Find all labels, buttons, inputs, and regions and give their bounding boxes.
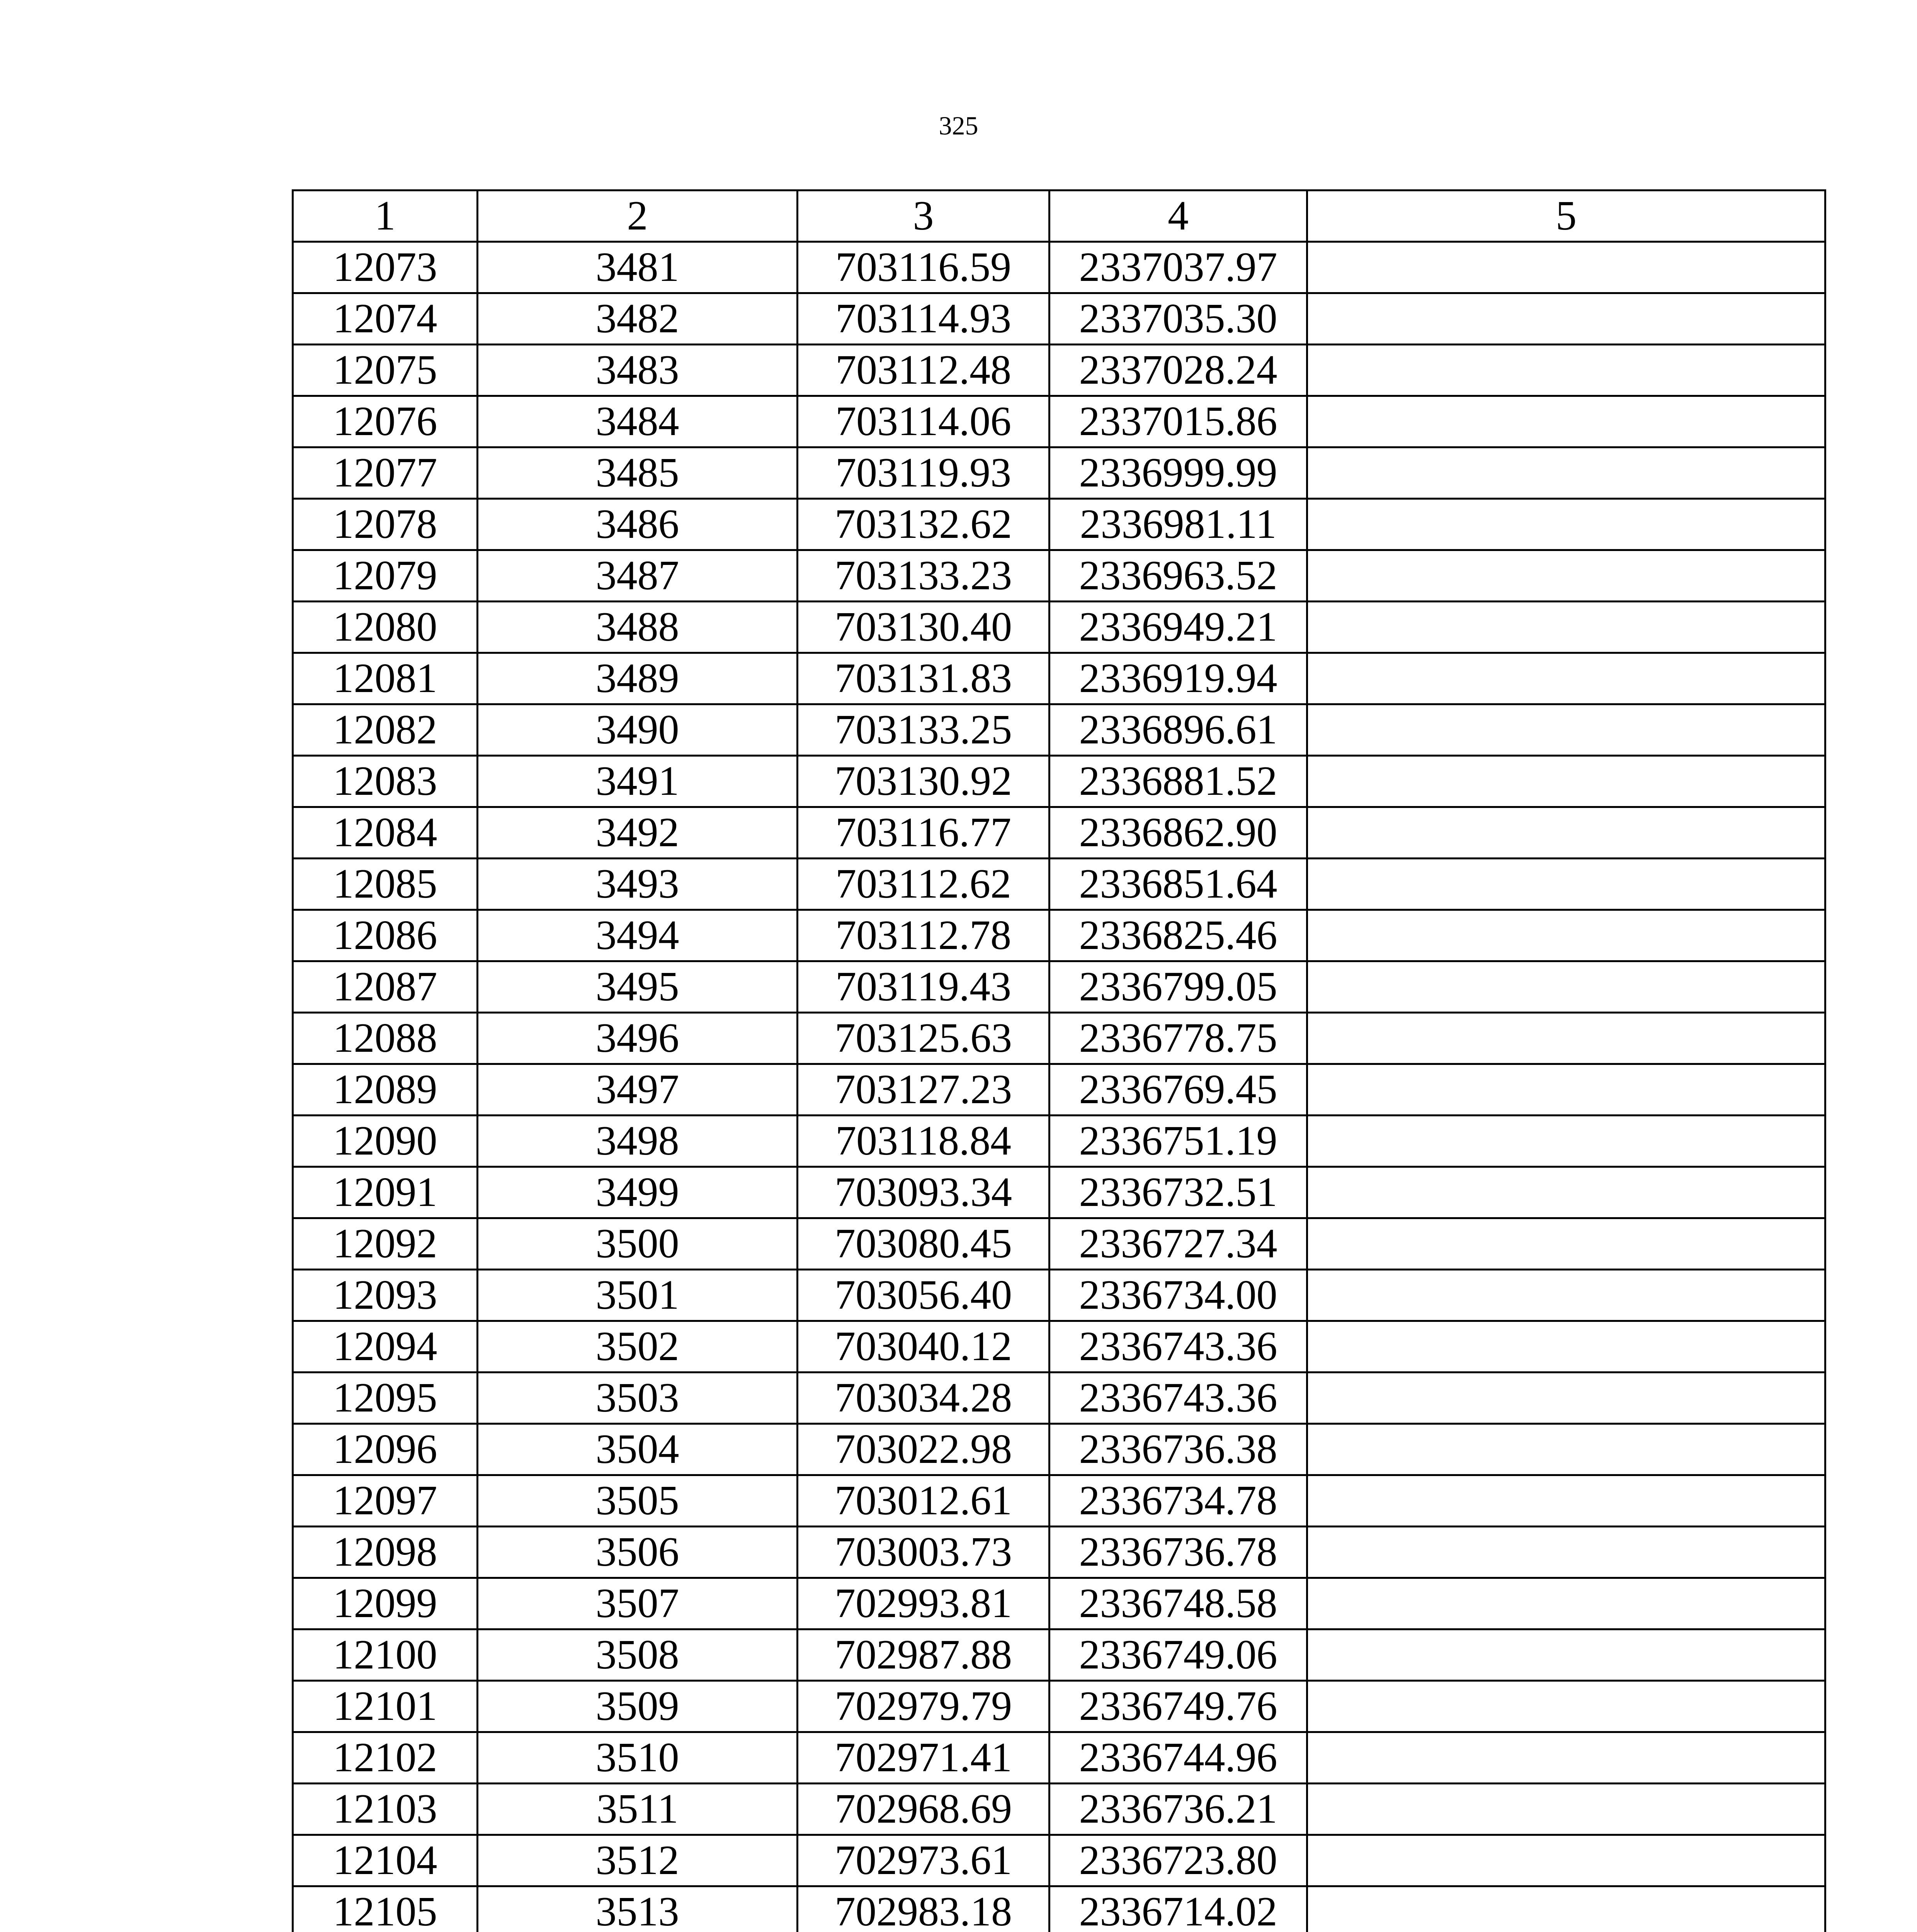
- table-cell-col-3: 703003.73: [798, 1527, 1050, 1578]
- table-cell-col-2: 3487: [478, 550, 798, 602]
- table-cell-col-5: [1307, 550, 1825, 602]
- table-cell-col-1: 12086: [293, 910, 478, 961]
- table-cell-col-1: 12081: [293, 653, 478, 704]
- table-row: [293, 293, 1825, 345]
- table-cell-col-3: 702968.69: [798, 1784, 1050, 1835]
- table-cell-col-5: [1307, 1629, 1825, 1681]
- table-cell-col-1: 12092: [293, 1218, 478, 1270]
- table-cell-col-3: 703132.62: [798, 499, 1050, 550]
- table-cell-col-3: 703114.93: [798, 293, 1050, 345]
- table-header-row: [293, 190, 1825, 242]
- table-cell-col-3: 703034.28: [798, 1372, 1050, 1424]
- table-cell-col-1: 12089: [293, 1064, 478, 1116]
- table-cell-col-4: 2336919.94: [1050, 653, 1307, 704]
- table-cell-col-1: 12104: [293, 1835, 478, 1886]
- table-row: [293, 910, 1825, 961]
- table-cell-col-2: 3495: [478, 961, 798, 1013]
- table-row: [293, 1218, 1825, 1270]
- table-cell-col-1: 12080: [293, 602, 478, 653]
- table-cell-col-3: 703112.48: [798, 345, 1050, 396]
- table-cell-col-3: 703114.06: [798, 396, 1050, 447]
- table-cell-col-2: 3499: [478, 1167, 798, 1218]
- table-cell-col-2: 3503: [478, 1372, 798, 1424]
- table-row: [293, 1681, 1825, 1732]
- table-cell-col-3: 703022.98: [798, 1424, 1050, 1475]
- table-cell-col-1: 12077: [293, 447, 478, 499]
- header-cell-col-5: 5: [1307, 190, 1825, 242]
- table-cell-col-3: 703093.34: [798, 1167, 1050, 1218]
- table-cell-col-5: [1307, 1321, 1825, 1372]
- table-cell-col-3: 703116.59: [798, 242, 1050, 293]
- header-cell-col-3: 3: [798, 190, 1050, 242]
- table-cell-col-1: 12096: [293, 1424, 478, 1475]
- table-cell-col-5: [1307, 447, 1825, 499]
- table-cell-col-4: 2336881.52: [1050, 756, 1307, 807]
- table-cell-col-1: 12084: [293, 807, 478, 859]
- table-cell-col-4: 2336732.51: [1050, 1167, 1307, 1218]
- table-cell-col-2: 3500: [478, 1218, 798, 1270]
- table-cell-col-5: [1307, 345, 1825, 396]
- table-cell-col-1: 12085: [293, 859, 478, 910]
- table-cell-col-2: 3510: [478, 1732, 798, 1784]
- table-cell-col-5: [1307, 1167, 1825, 1218]
- table-cell-col-3: 703112.78: [798, 910, 1050, 961]
- table-row: [293, 756, 1825, 807]
- table-cell-col-3: 702973.61: [798, 1835, 1050, 1886]
- table-cell-col-3: 703056.40: [798, 1270, 1050, 1321]
- table-cell-col-1: 12102: [293, 1732, 478, 1784]
- table-cell-col-5: [1307, 1013, 1825, 1064]
- table-cell-col-3: 702987.88: [798, 1629, 1050, 1681]
- table-cell-col-2: 3493: [478, 859, 798, 910]
- table-cell-col-2: 3506: [478, 1527, 798, 1578]
- table-cell-col-4: 2336736.21: [1050, 1784, 1307, 1835]
- table-cell-col-1: 12088: [293, 1013, 478, 1064]
- table-row: [293, 499, 1825, 550]
- table-cell-col-4: 2336748.58: [1050, 1578, 1307, 1629]
- table-cell-col-2: 3486: [478, 499, 798, 550]
- table-cell-col-3: 703133.23: [798, 550, 1050, 602]
- table-cell-col-3: 702971.41: [798, 1732, 1050, 1784]
- table-cell-col-5: [1307, 961, 1825, 1013]
- table-row: [293, 1629, 1825, 1681]
- table-cell-col-4: 2336769.45: [1050, 1064, 1307, 1116]
- table-cell-col-4: 2336744.96: [1050, 1732, 1307, 1784]
- table-cell-col-3: 703040.12: [798, 1321, 1050, 1372]
- table-row: [293, 345, 1825, 396]
- table-cell-col-4: 2336862.90: [1050, 807, 1307, 859]
- table-cell-col-4: 2336851.64: [1050, 859, 1307, 910]
- header-cell-col-1: 1: [293, 190, 478, 242]
- table-cell-col-1: 12078: [293, 499, 478, 550]
- table-cell-col-5: [1307, 293, 1825, 345]
- table-row: [293, 1578, 1825, 1629]
- table-cell-col-1: 12105: [293, 1886, 478, 1932]
- table-cell-col-2: 3508: [478, 1629, 798, 1681]
- table-cell-col-2: 3490: [478, 704, 798, 756]
- table-row: [293, 859, 1825, 910]
- table-cell-col-2: 3507: [478, 1578, 798, 1629]
- table-cell-col-2: 3488: [478, 602, 798, 653]
- table-cell-col-4: 2336896.61: [1050, 704, 1307, 756]
- table-row: [293, 550, 1825, 602]
- table-cell-col-1: 12093: [293, 1270, 478, 1321]
- table-cell-col-5: [1307, 1116, 1825, 1167]
- table-cell-col-4: 2336999.99: [1050, 447, 1307, 499]
- table-row: [293, 242, 1825, 293]
- table-row: [293, 1321, 1825, 1372]
- table-cell-col-5: [1307, 910, 1825, 961]
- table-cell-col-2: 3489: [478, 653, 798, 704]
- table-cell-col-4: 2336949.21: [1050, 602, 1307, 653]
- table-cell-col-3: 703112.62: [798, 859, 1050, 910]
- table-cell-col-4: 2336963.52: [1050, 550, 1307, 602]
- table-row: [293, 807, 1825, 859]
- table-cell-col-4: 2337028.24: [1050, 345, 1307, 396]
- table-cell-col-4: 2336734.00: [1050, 1270, 1307, 1321]
- header-cell-col-2: 2: [478, 190, 798, 242]
- table-cell-col-3: 702983.18: [798, 1886, 1050, 1932]
- table-cell-col-5: [1307, 1064, 1825, 1116]
- table-cell-col-2: 3511: [478, 1784, 798, 1835]
- table-cell-col-4: 2336736.78: [1050, 1527, 1307, 1578]
- table-cell-col-5: [1307, 1527, 1825, 1578]
- table-row: [293, 1732, 1825, 1784]
- table-cell-col-2: 3485: [478, 447, 798, 499]
- table-cell-col-2: 3497: [478, 1064, 798, 1116]
- table-cell-col-4: 2336799.05: [1050, 961, 1307, 1013]
- table-cell-col-5: [1307, 1835, 1825, 1886]
- table-cell-col-4: 2336743.36: [1050, 1372, 1307, 1424]
- table-cell-col-2: 3496: [478, 1013, 798, 1064]
- table-cell-col-4: 2336714.02: [1050, 1886, 1307, 1932]
- table-cell-col-4: 2337035.30: [1050, 293, 1307, 345]
- table-cell-col-5: [1307, 859, 1825, 910]
- table-cell-col-4: 2336778.75: [1050, 1013, 1307, 1064]
- page-number: 325: [939, 111, 978, 140]
- table-cell-col-3: 703119.93: [798, 447, 1050, 499]
- table-cell-col-4: 2336825.46: [1050, 910, 1307, 961]
- table-row: [293, 1116, 1825, 1167]
- table-cell-col-3: 703125.63: [798, 1013, 1050, 1064]
- table-cell-col-1: 12103: [293, 1784, 478, 1835]
- table-cell-col-4: 2336743.36: [1050, 1321, 1307, 1372]
- table-cell-col-1: 12100: [293, 1629, 478, 1681]
- table-row: [293, 1835, 1825, 1886]
- table-cell-col-3: 703119.43: [798, 961, 1050, 1013]
- table-row: [293, 1475, 1825, 1527]
- table-cell-col-5: [1307, 1270, 1825, 1321]
- table-cell-col-1: 12076: [293, 396, 478, 447]
- table-row: [293, 653, 1825, 704]
- table-cell-col-5: [1307, 807, 1825, 859]
- table-cell-col-4: 2336749.76: [1050, 1681, 1307, 1732]
- header-cell-col-4: 4: [1050, 190, 1307, 242]
- table-cell-col-5: [1307, 1784, 1825, 1835]
- table-cell-col-1: 12079: [293, 550, 478, 602]
- table-cell-col-1: 12073: [293, 242, 478, 293]
- table-cell-col-5: [1307, 704, 1825, 756]
- table-row: [293, 704, 1825, 756]
- table-cell-col-4: 2336723.80: [1050, 1835, 1307, 1886]
- table-cell-col-3: 703127.23: [798, 1064, 1050, 1116]
- table-row: [293, 1064, 1825, 1116]
- table-cell-col-2: 3512: [478, 1835, 798, 1886]
- table-cell-col-5: [1307, 1681, 1825, 1732]
- table-cell-col-3: 703130.40: [798, 602, 1050, 653]
- table-cell-col-5: [1307, 1732, 1825, 1784]
- table-cell-col-4: 2336736.38: [1050, 1424, 1307, 1475]
- table-cell-col-3: 703118.84: [798, 1116, 1050, 1167]
- table-cell-col-2: 3491: [478, 756, 798, 807]
- table-cell-col-2: 3513: [478, 1886, 798, 1932]
- table-cell-col-2: 3509: [478, 1681, 798, 1732]
- table-cell-col-2: 3492: [478, 807, 798, 859]
- table-row: [293, 447, 1825, 499]
- table-cell-col-3: 703131.83: [798, 653, 1050, 704]
- table-cell-col-1: 12097: [293, 1475, 478, 1527]
- table-cell-col-1: 12083: [293, 756, 478, 807]
- table-cell-col-1: 12090: [293, 1116, 478, 1167]
- table-cell-col-2: 3504: [478, 1424, 798, 1475]
- table-cell-col-3: 703133.25: [798, 704, 1050, 756]
- table-cell-col-4: 2337037.97: [1050, 242, 1307, 293]
- table-cell-col-3: 703116.77: [798, 807, 1050, 859]
- table-cell-col-3: 703080.45: [798, 1218, 1050, 1270]
- table-cell-col-2: 3482: [478, 293, 798, 345]
- table-row: [293, 1886, 1825, 1932]
- table-row: [293, 1424, 1825, 1475]
- table-cell-col-3: 703012.61: [798, 1475, 1050, 1527]
- table-cell-col-5: [1307, 1475, 1825, 1527]
- table-row: [293, 1013, 1825, 1064]
- table-row: [293, 1167, 1825, 1218]
- table-cell-col-2: 3498: [478, 1116, 798, 1167]
- table-cell-col-2: 3502: [478, 1321, 798, 1372]
- table-row: [293, 602, 1825, 653]
- table-row: [293, 1270, 1825, 1321]
- table-cell-col-1: 12098: [293, 1527, 478, 1578]
- table-cell-col-5: [1307, 499, 1825, 550]
- table-cell-col-4: 2336734.78: [1050, 1475, 1307, 1527]
- table-cell-col-1: 12087: [293, 961, 478, 1013]
- table-cell-col-5: [1307, 1578, 1825, 1629]
- table-cell-col-4: 2336727.34: [1050, 1218, 1307, 1270]
- table-cell-col-1: 12095: [293, 1372, 478, 1424]
- table-cell-col-3: 702993.81: [798, 1578, 1050, 1629]
- table-cell-col-2: 3494: [478, 910, 798, 961]
- table-cell-col-1: 12094: [293, 1321, 478, 1372]
- table-cell-col-5: [1307, 653, 1825, 704]
- table-row: [293, 1784, 1825, 1835]
- table-cell-col-5: [1307, 756, 1825, 807]
- table-cell-col-5: [1307, 1886, 1825, 1932]
- table-cell-col-1: 12074: [293, 293, 478, 345]
- table-cell-col-4: 2337015.86: [1050, 396, 1307, 447]
- table-body: [293, 242, 1825, 1932]
- table-cell-col-4: 2336981.11: [1050, 499, 1307, 550]
- table-row: [293, 961, 1825, 1013]
- table-cell-col-2: 3505: [478, 1475, 798, 1527]
- table-cell-col-1: 12075: [293, 345, 478, 396]
- table-cell-col-2: 3484: [478, 396, 798, 447]
- table-cell-col-5: [1307, 1424, 1825, 1475]
- table-cell-col-1: 12099: [293, 1578, 478, 1629]
- table-cell-col-1: 12101: [293, 1681, 478, 1732]
- table-cell-col-1: 12091: [293, 1167, 478, 1218]
- table-cell-col-5: [1307, 396, 1825, 447]
- table-header: [293, 190, 1825, 242]
- coordinates-table: [292, 189, 1826, 1932]
- table-cell-col-1: 12082: [293, 704, 478, 756]
- table-cell-col-3: 703130.92: [798, 756, 1050, 807]
- table-cell-col-5: [1307, 602, 1825, 653]
- table-cell-col-2: 3501: [478, 1270, 798, 1321]
- table-cell-col-5: [1307, 242, 1825, 293]
- table-row: [293, 396, 1825, 447]
- table-cell-col-4: 2336749.06: [1050, 1629, 1307, 1681]
- table-row: [293, 1527, 1825, 1578]
- table-cell-col-4: 2336751.19: [1050, 1116, 1307, 1167]
- table-cell-col-2: 3483: [478, 345, 798, 396]
- table-cell-col-5: [1307, 1218, 1825, 1270]
- table-cell-col-2: 3481: [478, 242, 798, 293]
- table-row: [293, 1372, 1825, 1424]
- table-cell-col-3: 702979.79: [798, 1681, 1050, 1732]
- table-cell-col-5: [1307, 1372, 1825, 1424]
